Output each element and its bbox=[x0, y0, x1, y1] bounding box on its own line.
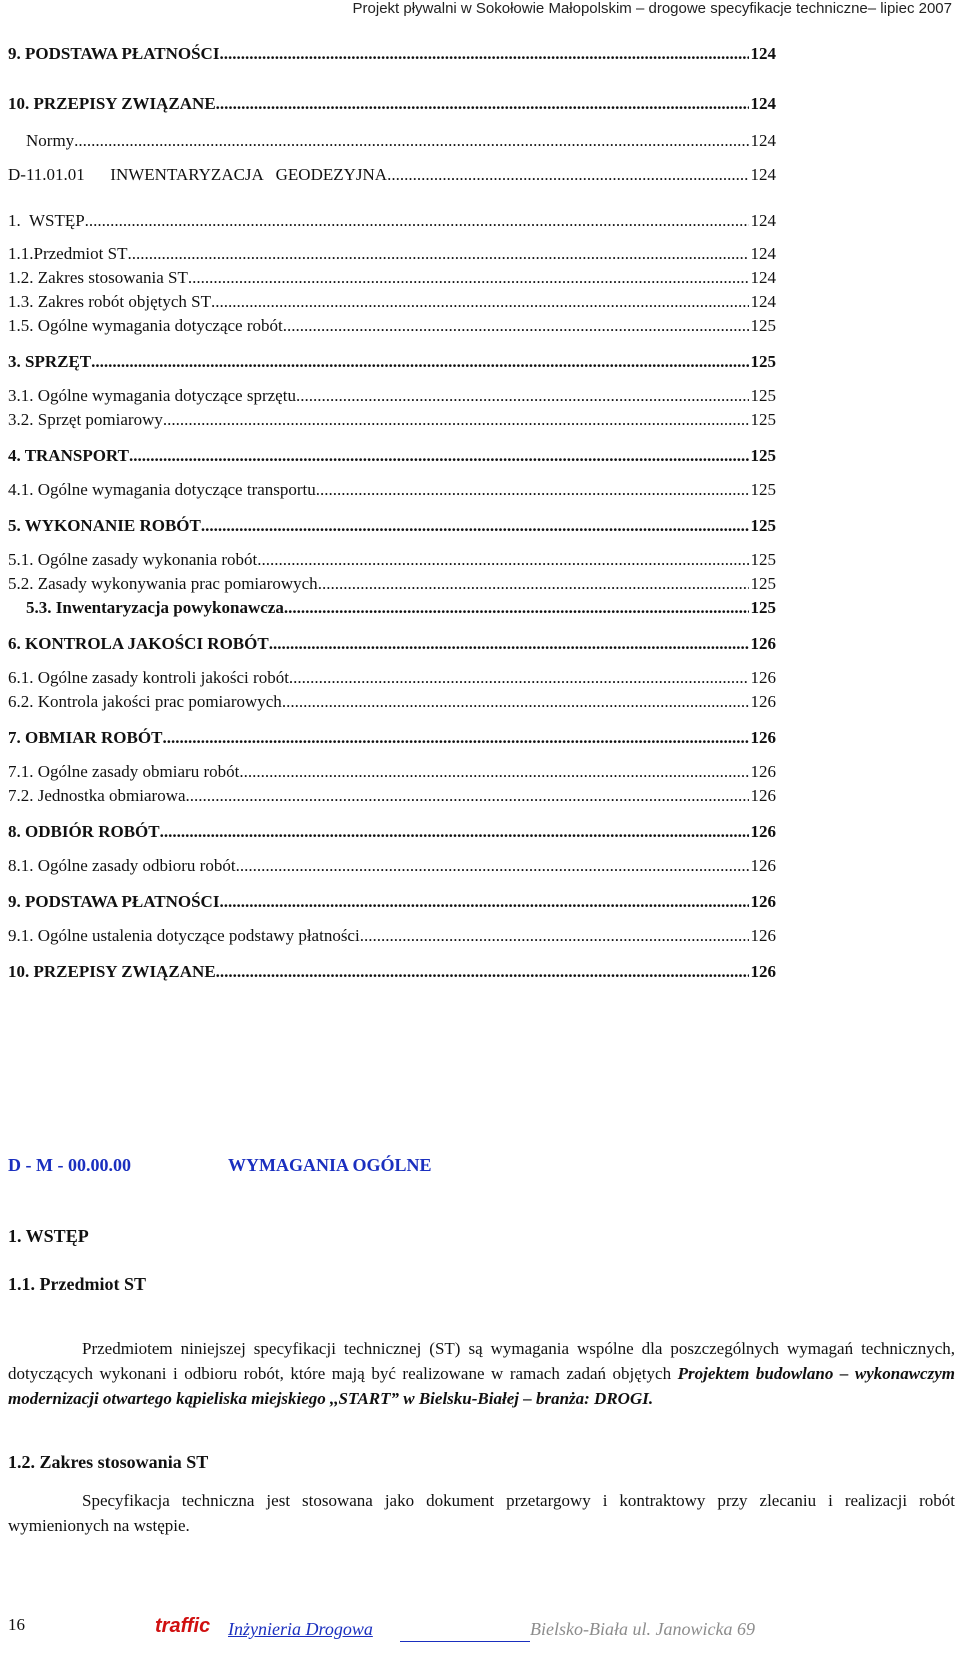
toc-dot-leader bbox=[360, 926, 749, 946]
toc-dot-leader bbox=[85, 211, 749, 231]
toc-entry-label: 8. ODBIÓR ROBÓT bbox=[8, 822, 160, 841]
toc-entry bbox=[8, 316, 776, 336]
toc-dot-leader bbox=[219, 892, 748, 912]
toc-dot-leader bbox=[211, 292, 748, 312]
toc-entry-page: 125 bbox=[750, 446, 776, 465]
toc-dot-leader bbox=[289, 668, 749, 688]
toc-entry bbox=[8, 386, 776, 406]
toc-dot-leader bbox=[239, 762, 748, 782]
toc-entry-label: 1. WSTĘP bbox=[8, 211, 85, 230]
toc-dot-leader bbox=[282, 692, 749, 712]
toc-entry-label: 5.2. Zasady wykonywania prac pomiarowych bbox=[8, 574, 318, 593]
toc-entry-label: 5.1. Ogólne zasady wykonania robót bbox=[8, 550, 258, 569]
toc-entry-label: 4. TRANSPORT bbox=[8, 446, 129, 465]
toc-dot-leader bbox=[257, 550, 748, 570]
toc-entry-label: 7.2. Jednostka obmiarowa bbox=[8, 786, 186, 805]
toc-entry bbox=[8, 211, 776, 231]
toc-entry-label: 3.1. Ogólne wymagania dotyczące sprzętu bbox=[8, 386, 296, 405]
toc-entry-page: 125 bbox=[750, 386, 776, 405]
toc-dot-leader bbox=[216, 94, 749, 114]
toc-entry bbox=[8, 94, 776, 114]
toc-entry-page: 126 bbox=[750, 762, 776, 781]
toc-entry-label: 9. PODSTAWA PŁATNOŚCI bbox=[8, 44, 220, 63]
toc-entry-label: 9.1. Ogólne ustalenia dotyczące podstawy płatności bbox=[8, 926, 360, 945]
toc-dot-leader bbox=[127, 244, 748, 264]
toc-entry-label: 1.1.Przedmiot ST bbox=[8, 244, 128, 263]
toc-entry bbox=[8, 598, 776, 618]
toc-entry bbox=[8, 634, 776, 654]
section-heading-wstep: 1. WSTĘP bbox=[8, 1226, 89, 1246]
toc-entry-page: 126 bbox=[750, 668, 776, 687]
toc-entry bbox=[8, 352, 776, 372]
toc-entry-label: D-11.01.01 INWENTARYZACJA GEODEZYJNA bbox=[8, 165, 388, 184]
footer-underline bbox=[400, 1641, 530, 1642]
toc-entry-page: 124 bbox=[750, 292, 776, 311]
toc-entry-label: 7. OBMIAR ROBÓT bbox=[8, 728, 163, 747]
toc-entry bbox=[8, 446, 776, 466]
toc-entry bbox=[8, 822, 776, 842]
toc-dot-leader bbox=[201, 516, 749, 536]
paragraph-zakres bbox=[8, 1488, 955, 1538]
section-heading-zakres: 1.2. Zakres stosowania ST bbox=[8, 1452, 209, 1472]
section-heading-przedmiot: 1.1. Przedmiot ST bbox=[8, 1274, 146, 1294]
toc-entry-label: 5.3. Inwentaryzacja powykonawcza bbox=[26, 598, 284, 617]
spec-title: WYMAGANIA OGÓLNE bbox=[228, 1155, 432, 1175]
toc-entry bbox=[8, 728, 776, 748]
toc-entry bbox=[8, 574, 776, 594]
toc-entry-label: 9. PODSTAWA PŁATNOŚCI bbox=[8, 892, 220, 911]
toc-entry-page: 126 bbox=[750, 728, 776, 747]
toc-dot-leader bbox=[296, 386, 749, 406]
company-address: Bielsko-Biała ul. Janowicka 69 bbox=[530, 1619, 755, 1639]
toc-dot-leader bbox=[163, 410, 749, 430]
page-number: 16 bbox=[8, 1615, 25, 1634]
toc-dot-leader bbox=[219, 44, 748, 64]
toc-dot-leader bbox=[216, 962, 749, 982]
toc-entry-page: 124 bbox=[750, 131, 776, 150]
company-name: Inżynieria Drogowa bbox=[228, 1619, 373, 1639]
toc-entry-label: 5. WYKONANIE ROBÓT bbox=[8, 516, 201, 535]
toc-dot-leader bbox=[284, 598, 749, 618]
toc-dot-leader bbox=[186, 786, 749, 806]
toc-entry-page: 125 bbox=[750, 598, 776, 617]
paragraph-przedmiot bbox=[8, 1336, 955, 1411]
toc-entry-page: 125 bbox=[750, 516, 776, 535]
toc-entry-label: 6.2. Kontrola jakości prac pomiarowych bbox=[8, 692, 282, 711]
toc-dot-leader bbox=[387, 165, 748, 185]
toc-dot-leader bbox=[188, 268, 749, 288]
toc-entry-label: 6.1. Ogólne zasady kontroli jakości robót bbox=[8, 668, 289, 687]
toc-entry-label: 1.3. Zakres robót objętych ST bbox=[8, 292, 212, 311]
toc-entry-page: 125 bbox=[750, 550, 776, 569]
toc-entry bbox=[8, 165, 776, 185]
toc-entry-label: 6. KONTROLA JAKOŚCI ROBÓT bbox=[8, 634, 269, 653]
toc-entry-page: 126 bbox=[750, 692, 776, 711]
toc-entry-label: Normy bbox=[26, 131, 75, 150]
toc-entry-page: 125 bbox=[750, 410, 776, 429]
toc-entry-page: 125 bbox=[750, 316, 776, 335]
toc-entry-label: 1.5. Ogólne wymagania dotyczące robót bbox=[8, 316, 283, 335]
toc-entry-page: 125 bbox=[750, 352, 776, 371]
toc-entry bbox=[8, 962, 776, 982]
toc-entry-label: 10. PRZEPISY ZWIĄZANE bbox=[8, 94, 216, 113]
paragraph-text: Przedmiotem niniejszej specyfikacji technicznej (ST) są wymagania wspólne dla poszczególnych wymagań technicznych, dotyczących wykonani i odbioru robót, które mają być realizowane w ramach zadań objętych bbox=[8, 1339, 955, 1383]
toc-entry-page: 126 bbox=[750, 856, 776, 875]
toc-dot-leader bbox=[91, 352, 748, 372]
toc-entry-label: 1.2. Zakres stosowania ST bbox=[8, 268, 188, 287]
page-footer bbox=[0, 1615, 960, 1645]
toc-entry bbox=[8, 692, 776, 712]
toc-dot-leader bbox=[74, 131, 748, 151]
toc-dot-leader bbox=[316, 480, 749, 500]
toc-entry-page: 124 bbox=[750, 211, 776, 230]
toc-dot-leader bbox=[318, 574, 749, 594]
toc-entry-label: 3.2. Sprzęt pomiarowy bbox=[8, 410, 163, 429]
toc-entry-page: 126 bbox=[750, 786, 776, 805]
toc-entry-page: 124 bbox=[750, 268, 776, 287]
toc-entry bbox=[8, 786, 776, 806]
toc-entry bbox=[8, 268, 776, 288]
toc-entry bbox=[8, 926, 776, 946]
running-header: Projekt pływalni w Sokołowie Małopolskim – drogowe specyfikacje techniczne– lipiec 2007 bbox=[352, 0, 952, 17]
toc-entry bbox=[8, 244, 776, 264]
toc-dot-leader bbox=[160, 822, 749, 842]
toc-entry bbox=[8, 480, 776, 500]
toc-dot-leader bbox=[283, 316, 749, 336]
toc-entry-page: 124 bbox=[750, 165, 776, 184]
toc-entry-label: 3. SPRZĘT bbox=[8, 352, 92, 371]
toc-entry bbox=[8, 292, 776, 312]
toc-entry bbox=[8, 762, 776, 782]
toc-entry-page: 124 bbox=[750, 94, 776, 113]
toc-entry-page: 126 bbox=[750, 926, 776, 945]
toc-entry-label: 8.1. Ogólne zasady odbioru robót bbox=[8, 856, 236, 875]
toc-entry-page: 126 bbox=[750, 634, 776, 653]
toc-entry-page: 126 bbox=[750, 892, 776, 911]
toc-entry bbox=[8, 516, 776, 536]
toc-entry-page: 125 bbox=[750, 480, 776, 499]
toc-dot-leader bbox=[129, 446, 749, 466]
toc-entry-page: 126 bbox=[750, 962, 776, 981]
toc-entry bbox=[8, 550, 776, 570]
toc-entry-label: 7.1. Ogólne zasady obmiaru robót bbox=[8, 762, 240, 781]
company-logo: traffic bbox=[155, 1615, 211, 1637]
toc-entry bbox=[8, 410, 776, 430]
toc-entry bbox=[8, 668, 776, 688]
toc-dot-leader bbox=[236, 856, 749, 876]
toc-entry bbox=[8, 44, 776, 64]
toc-entry-page: 126 bbox=[750, 822, 776, 841]
paragraph-emphasis: Projektem budowlano – wykonawczym modernizacji otwartego kąpieliska miejskiego ,,START” w Bielsku-Białej – branża: DROGI. bbox=[8, 1364, 955, 1408]
toc-entry-page: 124 bbox=[750, 244, 776, 263]
toc-entry-page: 125 bbox=[750, 574, 776, 593]
toc-entry-label: 10. PRZEPISY ZWIĄZANE bbox=[8, 962, 216, 981]
toc-dot-leader bbox=[162, 728, 748, 748]
toc-entry bbox=[8, 131, 776, 151]
spec-code: D - M - 00.00.00 bbox=[8, 1155, 131, 1175]
toc-entry bbox=[8, 892, 776, 912]
toc-entry-label: 4.1. Ogólne wymagania dotyczące transportu bbox=[8, 480, 316, 499]
toc-dot-leader bbox=[269, 634, 749, 654]
toc-entry bbox=[8, 856, 776, 876]
toc-entry-page: 124 bbox=[750, 44, 776, 63]
paragraph-text: Specyfikacja techniczna jest stosowana jako dokument przetargowy i kontraktowy przy zlecaniu i realizacji robót wymienionych na wstępie. bbox=[8, 1491, 955, 1535]
